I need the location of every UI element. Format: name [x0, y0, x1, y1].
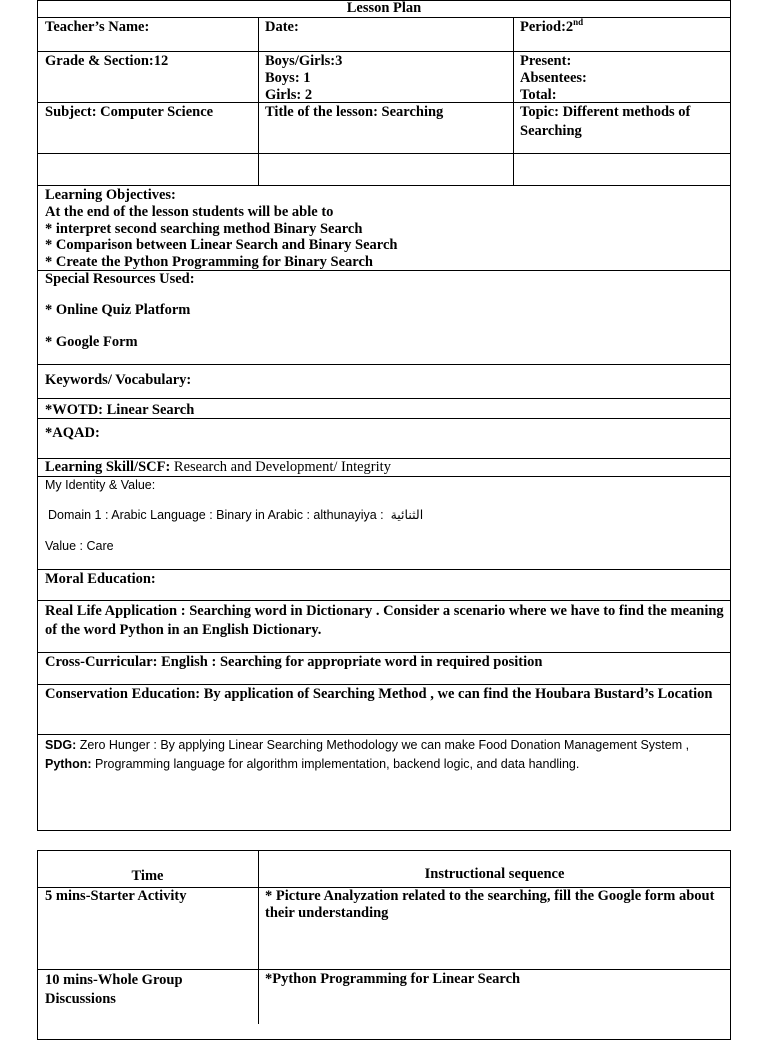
boys-girls-count: Boys/Girls:3 — [265, 53, 343, 69]
resource-item: * Online Quiz Platform — [45, 302, 191, 318]
divider — [37, 398, 731, 399]
objectives-intro: At the end of the lesson students will be able to — [45, 204, 334, 220]
time-header: Time — [131, 868, 164, 884]
divider — [37, 364, 731, 365]
real-life-application: Real Life Application : Searching word in Dictionary . Consider a scenario where we have to find the meaning of the word Python in an English Dictionary. — [45, 603, 724, 638]
total-label: Total: — [520, 87, 557, 103]
divider — [37, 969, 731, 970]
divider — [37, 185, 731, 186]
divider — [37, 734, 731, 735]
sequence-instruction: * Picture Analyzation related to the searching, fill the Google form about their understanding — [265, 888, 715, 921]
sequence-time: 5 mins-Starter Activity — [45, 888, 187, 904]
period-label: Period:2nd — [520, 17, 584, 35]
divider — [37, 600, 731, 601]
learning-skill: Learning Skill/SCF: Research and Development/ Integrity — [45, 459, 391, 475]
resources-heading: Special Resources Used: — [45, 271, 195, 287]
wotd-label: *WOTD: Linear Search — [45, 402, 195, 418]
subject-label: Subject: Computer Science — [45, 104, 214, 120]
divider — [37, 102, 731, 103]
identity-domain: Domain 1 : Arabic Language : Binary in Arabic : althunayiya : الثنائية — [48, 508, 424, 522]
grade-section: Grade & Section:12 — [45, 53, 169, 69]
girls-count: Girls: 2 — [265, 87, 313, 103]
topic-label-line1: Topic: Different methods of — [520, 104, 691, 120]
aqad-label: *AQAD: — [45, 425, 100, 441]
instructional-header: Instructional sequence — [424, 866, 565, 882]
identity-heading: My Identity & Value: — [45, 478, 156, 492]
keywords-label: Keywords/ Vocabulary: — [45, 372, 192, 388]
python-text: Python: Programming language for algorithm implementation, backend logic, and data handling. — [45, 757, 580, 771]
sequence-instruction: *Python Programming for Linear Search — [265, 971, 521, 987]
conservation-education: Conservation Education: By application of Searching Method , we can find the Houbara Bustard’s Location — [45, 686, 713, 702]
sequence-time: 10 mins-Whole Group Discussions — [45, 972, 183, 1007]
divider — [37, 652, 731, 653]
sdg-text: SDG: Zero Hunger : By applying Linear Searching Methodology we can make Food Donation Management System , — [45, 738, 690, 752]
divider — [513, 17, 514, 186]
objective-item: * Create the Python Programming for Binary Search — [45, 254, 373, 270]
arabic-term: الثنائية — [390, 508, 424, 522]
objective-item: * Comparison between Linear Search and Binary Search — [45, 237, 398, 253]
boys-count: Boys: 1 — [265, 70, 311, 86]
lesson-title-label: Title of the lesson: Searching — [265, 104, 444, 120]
moral-education-label: Moral Education: — [45, 571, 156, 587]
divider — [258, 17, 259, 186]
present-label: Present: — [520, 53, 572, 69]
page-title: Lesson Plan — [346, 0, 422, 16]
divider — [37, 17, 731, 18]
identity-value: Value : Care — [45, 539, 114, 553]
divider — [37, 51, 731, 52]
divider — [37, 569, 731, 570]
objectives-heading: Learning Objectives: — [45, 187, 176, 203]
topic-label-line2: Searching — [520, 123, 582, 139]
resource-item: * Google Form — [45, 334, 138, 350]
divider — [37, 153, 731, 154]
objective-item: * interpret second searching method Binary Search — [45, 221, 363, 237]
absentees-label: Absentees: — [520, 70, 587, 86]
teacher-name-label: Teacher’s Name: — [45, 19, 150, 35]
cross-curricular: Cross-Curricular: English : Searching for appropriate word in required position — [45, 654, 543, 670]
date-label: Date: — [265, 19, 299, 35]
